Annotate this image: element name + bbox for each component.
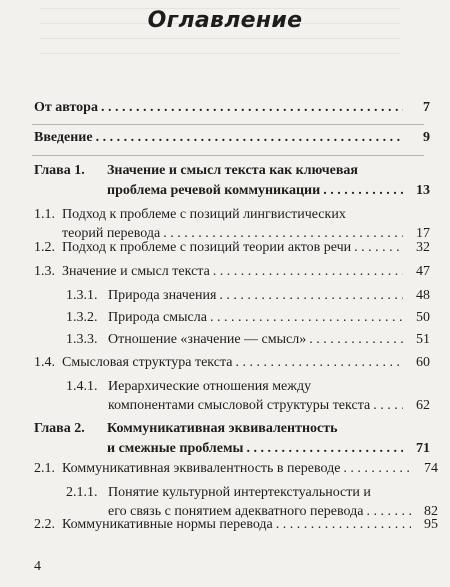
toc-page-number: 95 (424, 517, 438, 532)
toc-entry-label: Смысловая структура текста (62, 355, 233, 370)
toc-entry-number: 2.1. (34, 461, 55, 476)
toc-entry-label: Введение (34, 130, 93, 145)
toc-entry-label-cont: проблема речевой коммуникации (107, 183, 321, 198)
toc-page-number: 17 (416, 226, 430, 241)
toc-entry-chapter-2[interactable] (34, 421, 430, 457)
toc-entry-label: Значение и смысл текста (62, 264, 210, 279)
toc-page-number: 13 (416, 183, 430, 198)
toc-page-number: 47 (416, 264, 430, 279)
toc-entry-label: Коммуникативная эквивалентность (107, 421, 338, 436)
toc-entry-number: Глава 1. (34, 163, 85, 178)
toc-entry-number: 1.3.2. (66, 310, 98, 325)
toc-entry-label-cont: компонентами смысловой структуры текста (108, 398, 371, 413)
toc-entry-1-3[interactable] (34, 264, 430, 280)
toc-entry-number: 2.2. (34, 517, 55, 532)
toc-page-number: 51 (416, 332, 430, 347)
toc-entry-2-2[interactable] (34, 517, 438, 533)
dot-leader (219, 288, 403, 304)
toc-entry-label: Подход к проблеме с позиций лингвистических (62, 207, 346, 222)
dot-leader (210, 310, 403, 326)
toc-entry-label: Природа смысла (108, 310, 207, 325)
toc-entry-label: Коммуникативные нормы перевода (62, 517, 273, 532)
divider (32, 155, 424, 156)
toc-entry-label: Природа значения (108, 288, 217, 303)
page-title: Оглавление (147, 8, 303, 33)
toc-entry-number: 1.4. (34, 355, 55, 370)
dot-leader (309, 332, 403, 348)
toc-entry-1-2[interactable] (34, 240, 430, 256)
toc-page-number: 50 (416, 310, 430, 325)
toc-entry-2-1[interactable] (34, 461, 438, 477)
toc-page-number: 9 (423, 130, 430, 145)
toc-entry-number: Глава 2. (34, 421, 85, 436)
toc-entry-number: 1.3. (34, 264, 55, 279)
toc-entry-author[interactable] (34, 100, 430, 116)
toc-entry-intro[interactable] (34, 130, 430, 146)
toc-entry-label: Подход к проблеме с позиций теории актов речи (62, 240, 352, 255)
dot-leader (343, 461, 411, 477)
toc-entry-number: 1.1. (34, 207, 55, 222)
dot-leader (354, 240, 403, 256)
dot-leader (235, 355, 403, 371)
toc-page-number: 74 (424, 461, 438, 476)
dot-leader (96, 130, 403, 146)
toc-page-number: 62 (416, 398, 430, 413)
toc-entry-1-3-3[interactable] (66, 332, 430, 348)
toc-entry-1-3-1[interactable] (66, 288, 430, 304)
toc-entry-label-cont: и смежные проблемы (107, 441, 244, 456)
dot-leader (323, 183, 403, 199)
toc-entry-number: 1.3.3. (66, 332, 98, 347)
toc-entry-label-cont: его связь с понятием адекватного перевода (108, 504, 364, 519)
toc-entry-1-4-1[interactable] (66, 379, 430, 414)
toc-entry-label: Понятие культурной интертекстуальности и (108, 485, 371, 500)
toc-entry-1-1[interactable] (34, 207, 430, 242)
divider (32, 124, 424, 125)
toc-entry-number: 1.2. (34, 240, 55, 255)
toc-page-number: 7 (423, 100, 430, 115)
dot-leader (373, 398, 403, 414)
toc-entry-label: Значение и смысл текста как ключевая (107, 163, 358, 178)
toc-page-number: 71 (416, 441, 430, 456)
page-number: 4 (34, 559, 41, 574)
dot-leader (213, 264, 403, 280)
toc-entry-chapter-1[interactable] (34, 163, 430, 199)
toc-entry-2-1-1[interactable] (66, 485, 438, 520)
toc-entry-1-4[interactable] (34, 355, 430, 371)
dot-leader (101, 100, 403, 116)
dot-leader (276, 517, 411, 533)
toc-entry-1-3-2[interactable] (66, 310, 430, 326)
toc-entry-label: Коммуникативная эквивалентность в переводе (62, 461, 341, 476)
toc-page-number: 60 (416, 355, 430, 370)
toc-page-number: 32 (416, 240, 430, 255)
toc-entry-label-cont: теорий перевода (62, 226, 161, 241)
toc-entry-label: Иерархические отношения между (108, 379, 312, 394)
toc-page-number: 48 (416, 288, 430, 303)
toc-page-number: 82 (424, 504, 438, 519)
dot-leader (246, 441, 403, 457)
toc-entry-number: 2.1.1. (66, 485, 98, 500)
toc-entry-number: 1.3.1. (66, 288, 98, 303)
toc-entry-label: Отношение «значение — смысл» (108, 332, 307, 347)
toc-entry-label: От автора (34, 100, 98, 115)
toc-entry-number: 1.4.1. (66, 379, 98, 394)
